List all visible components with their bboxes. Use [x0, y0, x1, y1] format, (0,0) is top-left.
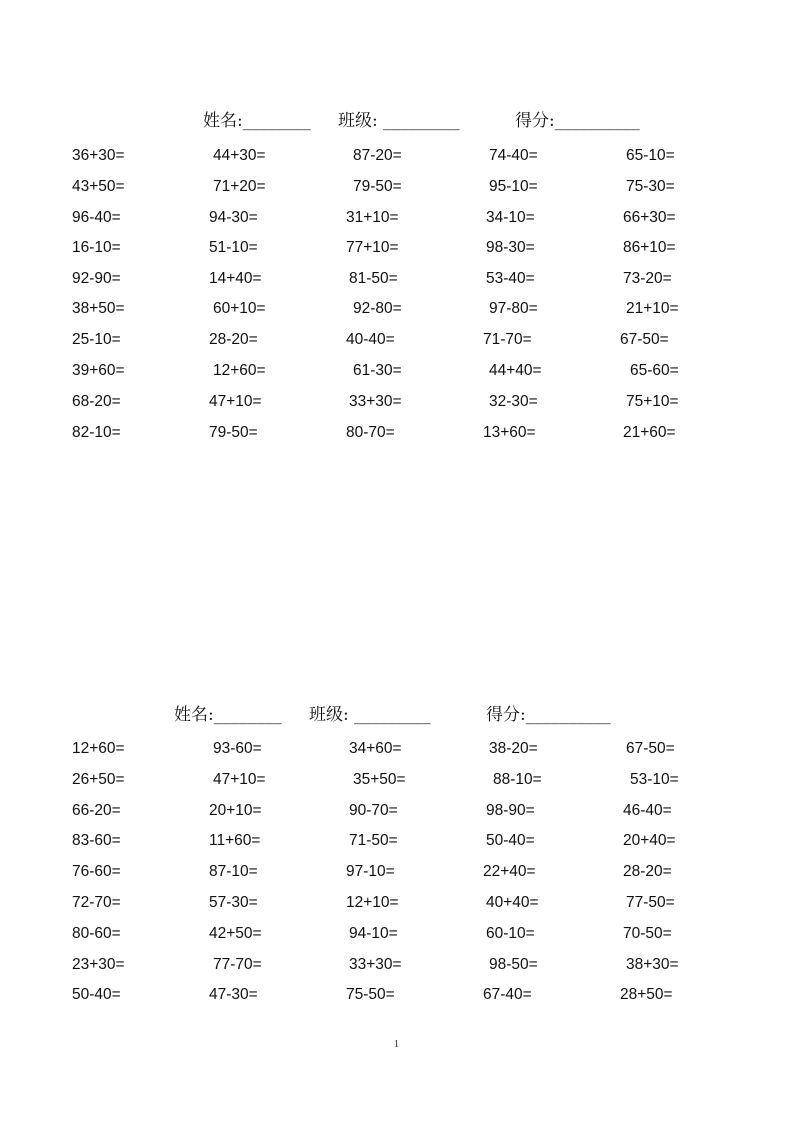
problem: 96-40= [72, 209, 121, 226]
worksheet-2-header [0, 700, 793, 724]
problem: 93-60= [213, 740, 262, 757]
problem: 13+60= [483, 424, 536, 441]
problem: 28+50= [620, 986, 673, 1003]
problem: 34-10= [486, 209, 535, 226]
problem: 61-30= [353, 362, 402, 379]
problem: 75+10= [626, 393, 679, 410]
problem: 47-30= [209, 986, 258, 1003]
problem: 98-90= [486, 802, 535, 819]
problem: 20+40= [623, 832, 676, 849]
problem: 28-20= [209, 331, 258, 348]
problem: 21+60= [623, 424, 676, 441]
problem: 79-50= [353, 178, 402, 195]
problem: 66-20= [72, 802, 121, 819]
problem: 12+60= [72, 740, 125, 757]
problem: 73-20= [623, 270, 672, 287]
problem: 60+10= [213, 300, 266, 317]
problem: 28-20= [623, 863, 672, 880]
problem: 32-30= [489, 393, 538, 410]
problem: 77-50= [626, 894, 675, 911]
problem: 87-10= [209, 863, 258, 880]
problem: 67-50= [620, 331, 669, 348]
problem: 25-10= [72, 331, 121, 348]
problem: 75-30= [626, 178, 675, 195]
worksheet-1-header [0, 106, 793, 130]
problem: 38+50= [72, 300, 125, 317]
problem: 70-50= [623, 925, 672, 942]
problem: 86+10= [623, 239, 676, 256]
problem: 81-50= [349, 270, 398, 287]
problem: 60-10= [486, 925, 535, 942]
problem: 67-50= [626, 740, 675, 757]
problem: 66+30= [623, 209, 676, 226]
problem: 26+50= [72, 771, 125, 788]
problem: 38-20= [489, 740, 538, 757]
problem: 71+20= [213, 178, 266, 195]
problem: 12+60= [213, 362, 266, 379]
problem: 50-40= [486, 832, 535, 849]
problem: 44+40= [489, 362, 542, 379]
problem: 79-50= [209, 424, 258, 441]
class-field: 班级: _________ [309, 705, 431, 725]
problem: 88-10= [493, 771, 542, 788]
problem: 39+60= [72, 362, 125, 379]
problem: 82-10= [72, 424, 121, 441]
problem: 33+30= [349, 393, 402, 410]
problem: 40-40= [346, 331, 395, 348]
problem: 68-20= [72, 393, 121, 410]
problem: 50-40= [72, 986, 121, 1003]
problem: 92-90= [72, 270, 121, 287]
problem: 74-40= [489, 147, 538, 164]
name-field: 姓名:________ [174, 705, 282, 725]
problem: 35+50= [353, 771, 406, 788]
problem: 47+10= [213, 771, 266, 788]
problem: 95-10= [489, 178, 538, 195]
problem: 77+10= [346, 239, 399, 256]
problem: 53-40= [486, 270, 535, 287]
problem: 72-70= [72, 894, 121, 911]
problem: 67-40= [483, 986, 532, 1003]
class-field: 班级: _________ [338, 111, 460, 131]
problem: 51-10= [209, 239, 258, 256]
problem: 22+40= [483, 863, 536, 880]
problem: 34+60= [349, 740, 402, 757]
problem: 77-70= [213, 956, 262, 973]
problem: 16-10= [72, 239, 121, 256]
problem: 12+10= [346, 894, 399, 911]
problem: 11+60= [209, 832, 261, 849]
problem: 14+40= [209, 270, 262, 287]
problem: 97-80= [489, 300, 538, 317]
problem: 76-60= [72, 863, 121, 880]
problem: 87-20= [353, 147, 402, 164]
problem: 98-30= [486, 239, 535, 256]
problem: 71-70= [483, 331, 532, 348]
problem: 38+30= [626, 956, 679, 973]
problem: 36+30= [72, 147, 125, 164]
problem: 47+10= [209, 393, 262, 410]
problem: 83-60= [72, 832, 121, 849]
problem: 65-60= [630, 362, 679, 379]
problem: 43+50= [72, 178, 125, 195]
problem: 71-50= [349, 832, 398, 849]
problem: 53-10= [630, 771, 679, 788]
problem: 94-10= [349, 925, 398, 942]
problem: 23+30= [72, 956, 125, 973]
problem: 97-10= [346, 863, 395, 880]
score-field: 得分:__________ [515, 111, 640, 131]
problem: 40+40= [486, 894, 539, 911]
problem: 94-30= [209, 209, 258, 226]
problem: 46-40= [623, 802, 672, 819]
problem: 33+30= [349, 956, 402, 973]
problem: 92-80= [353, 300, 402, 317]
problem: 80-60= [72, 925, 121, 942]
problem: 98-50= [489, 956, 538, 973]
page-number: 1 [394, 1039, 399, 1050]
problem: 20+10= [209, 802, 262, 819]
problem: 75-50= [346, 986, 395, 1003]
problem: 57-30= [209, 894, 258, 911]
score-field: 得分:__________ [486, 705, 611, 725]
name-field: 姓名:________ [203, 111, 311, 131]
problem: 90-70= [349, 802, 398, 819]
problem: 65-10= [626, 147, 675, 164]
problem: 21+10= [626, 300, 679, 317]
problem: 31+10= [346, 209, 399, 226]
problem: 44+30= [213, 147, 266, 164]
problem: 80-70= [346, 424, 395, 441]
problem: 42+50= [209, 925, 262, 942]
